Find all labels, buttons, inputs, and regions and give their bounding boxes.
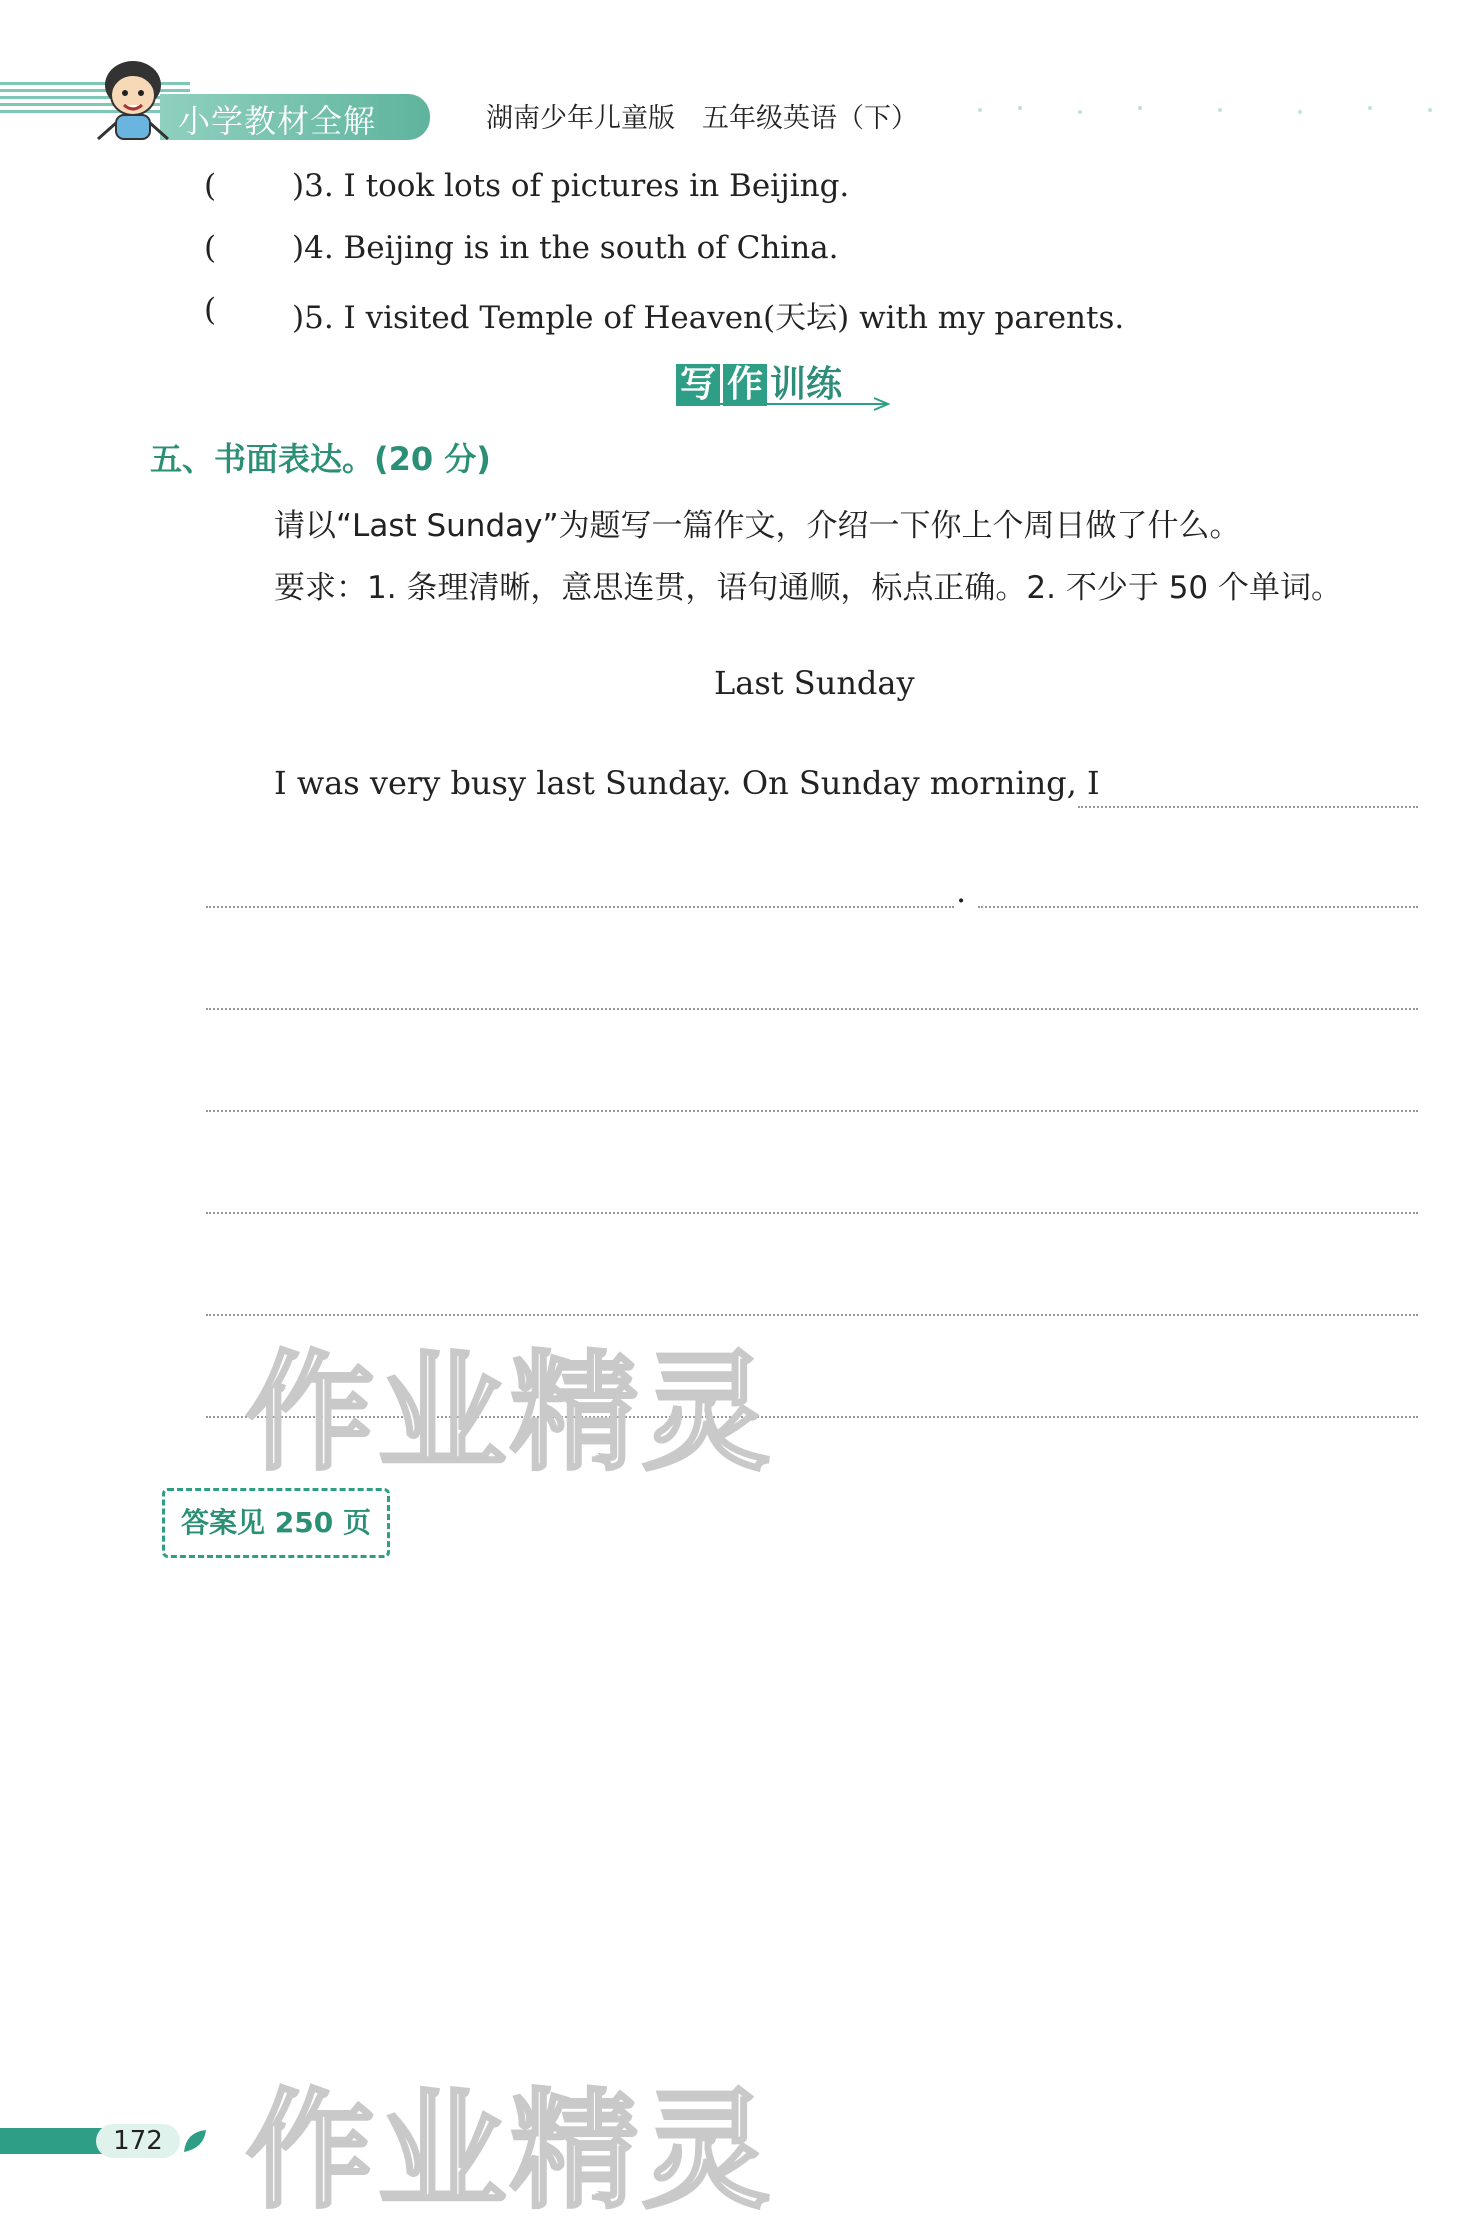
badge-char-2: 作 <box>723 364 767 406</box>
header-decoration <box>420 98 1460 122</box>
badge-char-1: 写 <box>676 364 720 406</box>
mascot-icon <box>78 55 188 145</box>
header-subtitle: 湖南少年儿童版 五年级英语（下） <box>486 103 918 134</box>
essay-title: Last Sunday <box>714 664 915 702</box>
writing-line[interactable] <box>206 1008 1418 1010</box>
question-4: )4. Beijing is in the south of China. <box>292 230 839 266</box>
question-5: )5. I visited Temple of Heaven(天坛) with my parents. <box>292 300 1125 336</box>
writing-line[interactable] <box>206 1212 1418 1214</box>
answer-bracket: ( <box>204 292 217 328</box>
writing-line[interactable] <box>206 906 954 908</box>
writing-line[interactable] <box>206 1110 1418 1112</box>
question-3: )3. I took lots of pictures in Beijing. <box>292 168 850 204</box>
leaf-icon <box>180 2126 210 2156</box>
watermark: 作业精灵 <box>246 2077 775 2226</box>
answer-bracket: ( <box>204 230 217 266</box>
answer-reference: 答案见 250 页 <box>162 1488 390 1558</box>
page-number-bar <box>0 2128 110 2154</box>
badge-label: 训练 <box>770 364 843 405</box>
answer-bracket: ( <box>204 168 217 204</box>
page-number: 172 <box>96 2124 180 2158</box>
instruction-topic: 请以“Last Sunday”为题写一篇作文，介绍一下你上个周日做了什么。 <box>274 508 1241 544</box>
essay-opening: I was very busy last Sunday. On Sunday morning, I <box>274 764 1100 802</box>
header-title: 小学教材全解 <box>178 102 377 140</box>
line-period: . <box>956 872 967 910</box>
instruction-requirements: 要求：1. 条理清晰，意思连贯，语句通顺，标点正确。2. 不少于 50 个单词。 <box>274 570 1343 606</box>
section-title: 五、书面表达。(20 分) <box>150 440 491 478</box>
writing-line[interactable] <box>1078 806 1418 808</box>
watermark: 作业精灵 <box>246 1339 775 1488</box>
writing-line[interactable] <box>978 906 1418 908</box>
badge-arrow-icon <box>676 396 896 416</box>
